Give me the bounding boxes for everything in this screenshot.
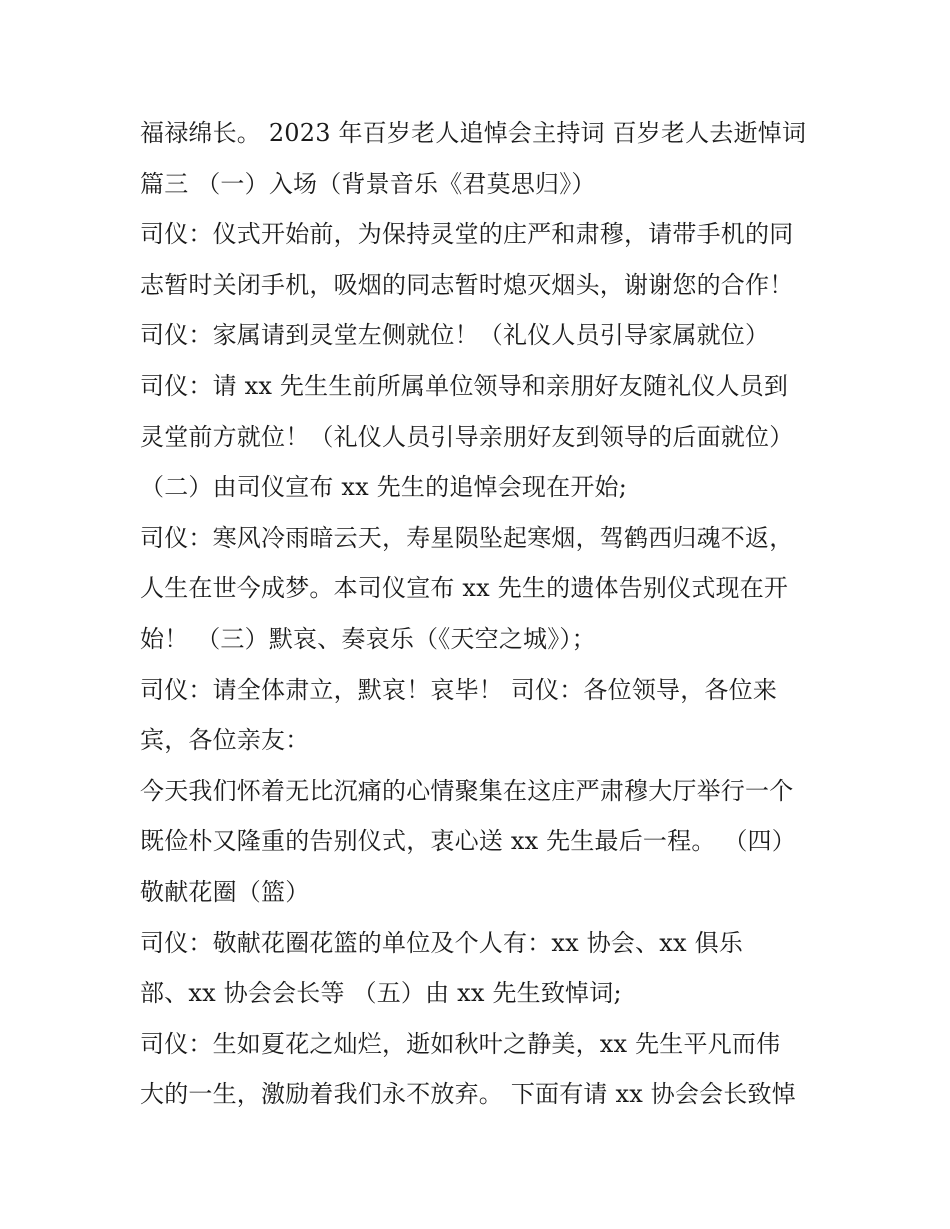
text-line: 人生在世今成梦。本司仪宣布 xx 先生的遗体告别仪式现在开 xyxy=(140,574,789,603)
text-line: 灵堂前方就位！（礼仪人员引导亲朋好友到领导的后面就位） xyxy=(140,422,794,451)
text-line: 福禄绵长。 2023 年百岁老人追悼会主持词 百岁老人去逝悼词 xyxy=(140,119,807,147)
text-line: 司仪：敬献花圈花篮的单位及个人有：xx 协会、xx 俱乐 xyxy=(140,928,743,957)
text-line: 部、xx 协会会长等 （五）由 xx 先生致悼词; xyxy=(140,979,622,1008)
text-line: 司仪：寒风冷雨暗云天，寿星陨坠起寒烟，驾鹤西归魂不返， xyxy=(140,523,794,552)
text-line: 司仪：生如夏花之灿烂，逝如秋叶之静美，xx 先生平凡而伟 xyxy=(140,1029,781,1058)
text-line: 篇三 （一）入场（背景音乐《君莫思归》） xyxy=(140,169,596,198)
text-line: 既俭朴又隆重的告别仪式，衷心送 xx 先生最后一程。 （四） xyxy=(140,827,796,856)
document-body xyxy=(140,108,830,1120)
text-line: 志暂时关闭手机，吸烟的同志暂时熄灭烟头，谢谢您的合作！ xyxy=(140,270,794,299)
text-line: 司仪：请 xx 先生生前所属单位领导和亲朋好友随礼仪人员到 xyxy=(140,371,789,400)
text-line: 司仪：家属请到灵堂左侧就位！（礼仪人员引导家属就位） xyxy=(140,321,770,350)
text-line: 敬献花圈（篮） xyxy=(140,877,310,906)
text-line: 宾，各位亲友： xyxy=(140,726,310,755)
text-line: 司仪：请全体肃立，默哀！哀毕！ 司仪：各位领导，各位来 xyxy=(140,675,778,704)
text-line: 司仪：仪式开始前，为保持灵堂的庄严和肃穆，请带手机的同 xyxy=(140,220,794,249)
text-line: （二）由司仪宣布 xx 先生的追悼会现在开始; xyxy=(140,473,628,502)
text-line: 大的一生，激励着我们永不放弃。 下面有请 xx 协会会长致悼 xyxy=(140,1080,796,1109)
text-line: 今天我们怀着无比沉痛的心情聚集在这庄严肃穆大厅举行一个 xyxy=(140,776,794,805)
text-line: 始！ （三）默哀、奏哀乐（《天空之城》）； xyxy=(140,624,596,653)
